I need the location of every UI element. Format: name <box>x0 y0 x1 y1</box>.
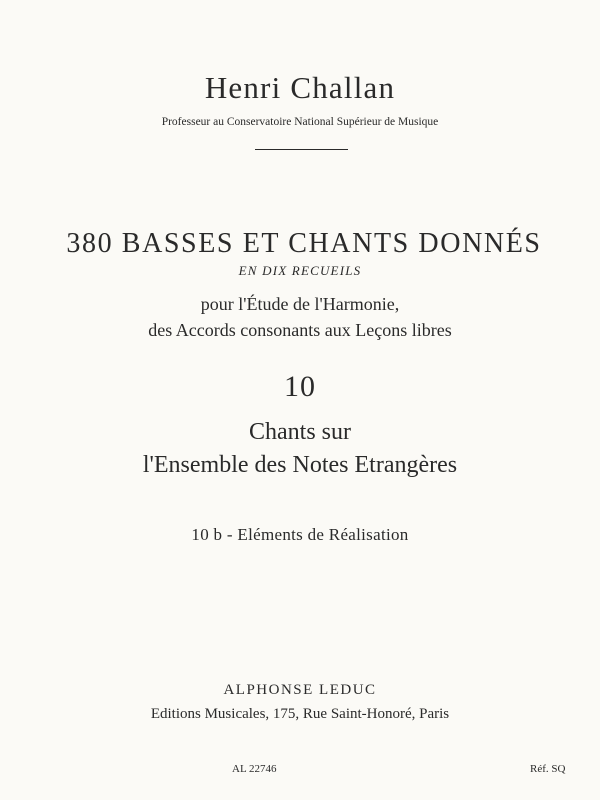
main-title: 380 BASSES ET CHANTS DONNÉS <box>66 228 542 259</box>
author-title: Professeur au Conservatoire National Supérieur de Musique <box>161 116 439 128</box>
description-line-2: des Accords consonants aux Leçons libres <box>148 320 452 340</box>
publisher-address: Editions Musicales, 175, Rue Saint-Honoré, Paris <box>150 706 450 722</box>
recueils-subtitle: EN DIX RECUEILS <box>238 263 362 278</box>
description-line-1: pour l'Étude de l'Harmonie, <box>200 294 400 314</box>
reference-code: Réf. SQ <box>530 763 566 775</box>
volume-title-line-1: Chants sur <box>249 419 351 445</box>
catalog-number: AL 22746 <box>232 763 277 775</box>
divider <box>255 149 348 150</box>
volume-subtitle: 10 b - Eléments de Réalisation <box>191 525 409 544</box>
volume-number: 10 <box>284 370 316 403</box>
volume-title-line-2: l'Ensemble des Notes Etrangères <box>142 452 458 478</box>
author-name: Henri Challan <box>204 70 396 105</box>
publisher-name: ALPHONSE LEDUC <box>223 682 377 698</box>
